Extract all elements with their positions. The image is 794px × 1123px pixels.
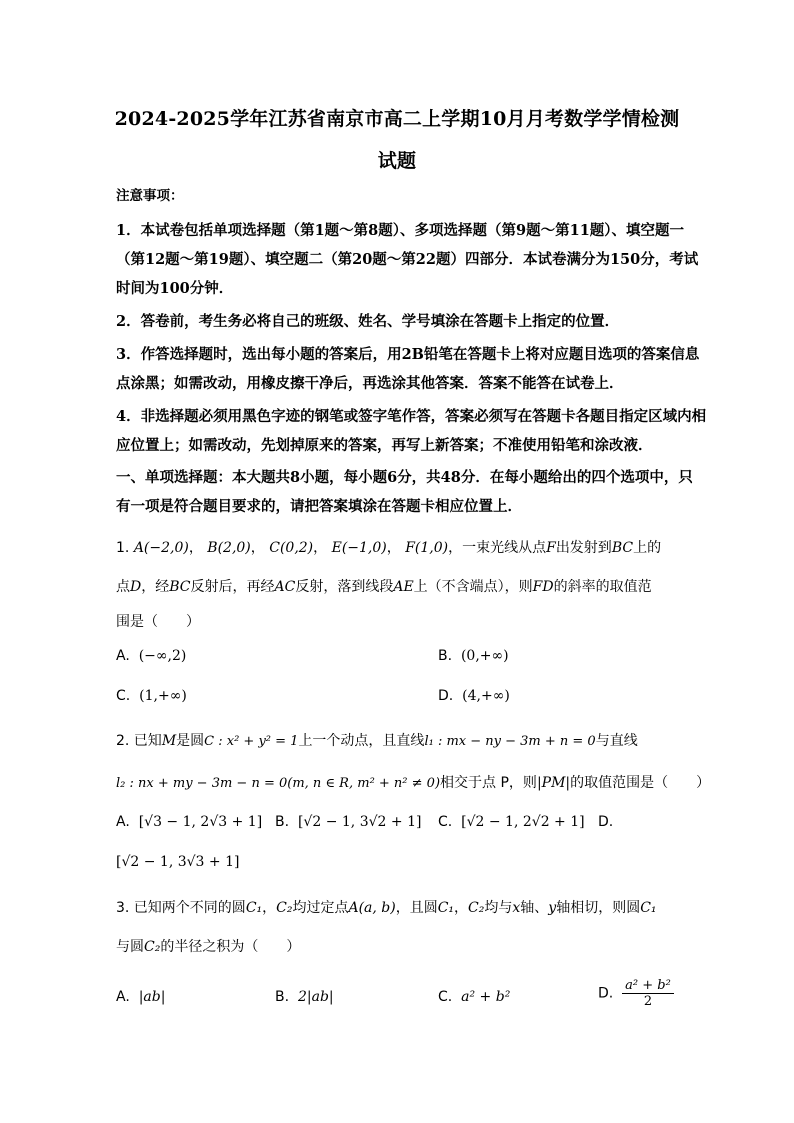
option-value: 2|ab| [297,989,334,1005]
q1-number: 1. [116,540,130,556]
q2-text: 上一个动点，且直线 [298,733,425,749]
q1-symbol: FD [532,579,554,595]
q3-text: 与圆 [116,939,144,955]
q1-option-c[interactable] [116,688,187,704]
q3-line1 [116,897,682,917]
notice-line: 1．本试卷包括单项选择题（第1题～第8题）、多项选择题（第9题～第11题）、填空题一 [116,222,685,239]
q1-symbol: BC [611,540,634,556]
q3-option-a[interactable] [116,989,165,1005]
q3-symbol: C₁ [437,900,455,916]
q2-option-d-label[interactable]: D. [598,814,614,830]
q3-option-b[interactable] [275,989,334,1005]
option-label: C. [438,989,453,1005]
q2-symbol: M [161,733,177,749]
option-value: (−∞,2) [138,648,187,664]
q1-symbol: D [130,579,142,595]
q2-text: 2. 已知 [116,733,162,749]
option-value: |ab| [138,989,166,1005]
q1-point-b: B(2,0) [207,540,251,556]
q1-point-a: A(−2,0) [133,540,189,556]
notice-line: 4．非选择题必须用黑色字迹的钢笔或签字笔作答，答案必须写在答题卡各题目指定区域内相 [116,408,707,425]
q1-symbol: F [546,540,556,556]
option-value: (1,+∞) [139,688,187,704]
option-value: [√2 − 1, 3√2 + 1] [297,814,422,830]
q3-symbol: A(a, b) [348,900,396,916]
q2-text: 相交于点 P，则 [440,775,537,791]
q1-line1: 1. A(−2,0)， B(2,0)， C(0,2)， E(−1,0)， F(1,0)，一束光线从点F出发射到BC上的 [116,540,662,556]
option-label: B. [275,814,290,830]
q3-text: 均过定点 [292,900,349,916]
q1-text: 上的 [633,540,662,556]
q1-text: 出发射到 [555,540,612,556]
option-value: [√3 − 1, 2√3 + 1] [138,814,263,830]
q2-option-a[interactable] [116,814,262,830]
q1-text: 反射，落到线段 [295,579,394,595]
notice-line: 应位置上；如需改动，先划掉原来的答案，再写上新答案；不准使用铅笔和涂改液． [116,437,653,454]
option-value: (4,+∞) [462,688,510,704]
q3-symbol: y [548,900,557,916]
q3-text: 轴相切，则圆 [556,900,641,916]
option-label: A. [116,989,130,1005]
q3-symbol: C₁ [640,900,657,916]
q2-option-d[interactable] [116,854,239,870]
q3-text: 的半径之积为（ ） [160,939,301,955]
notice-line: 2．答卷前，考生务必将自己的班级、姓名、学号填涂在答题卡上指定的位置． [116,313,620,330]
q3-option-d[interactable] [598,978,674,1009]
q1-text: ，经 [141,579,170,595]
option-label: C. [116,688,131,704]
q1-text: 上（不含端点），则 [413,579,533,595]
q2-line-l2: l₂ : nx + my − 3m − n = 0(m, n ∈ R, m² + n² ≠ 0) [116,776,441,791]
q3-symbol: C₂ [468,900,485,916]
option-label: D. [438,688,454,704]
section1-heading-line1: 一、单项选择题：本大题共8小题，每小题6分，共48分．在每小题给出的四个选项中，只 [116,469,693,486]
q3-text: ，且圆 [395,900,438,916]
q1-point-c: C(0,2) [269,540,314,556]
q2-text: 与直线 [595,733,638,749]
q1-option-d[interactable] [438,688,510,704]
q1-text: 反射后，再经 [190,579,275,595]
q1-symbol: AC [274,579,296,595]
q2-option-c[interactable] [438,814,585,830]
q2-line1 [116,730,682,750]
q1-point-f: F(1,0) [405,540,449,556]
q1-text: 点 [116,579,130,595]
q1-option-b[interactable] [438,648,509,664]
q1-text: 的斜率的取值范 [553,579,652,595]
notice-line: 时间为100分钟． [116,280,234,297]
q1-text: ，一束光线从点 [448,540,547,556]
q2-symbol: |PM| [536,775,571,791]
q2-text: 是圆 [176,733,205,749]
q3-symbol: x [512,900,521,916]
notice-line: （第12题～第19题）、填空题二（第20题～第22题）四部分．本试卷满分为150分，考试 [116,251,699,268]
q3-text: 均与 [484,900,513,916]
option-label: A. [116,814,130,830]
option-value: a² + b² [461,989,511,1005]
option-label: D. [598,985,614,1002]
q3-text: ， [454,900,469,916]
option-label: B. [438,648,453,664]
notice-line: 3．作答选择题时，选出每小题的答案后，用2B铅笔在答题卡上将对应题目选项的答案信息 [116,346,700,363]
option-label: A. [116,648,130,664]
q3-line2 [116,936,682,956]
notice-heading: 注意事项： [116,188,184,204]
option-value: [√2 − 1, 3√3 + 1] [116,854,240,870]
q2-circle-equation: C : x² + y² = 1 [204,734,299,749]
fraction [622,978,674,1009]
q3-symbol: C₂ [276,900,293,916]
q3-symbol: C₂ [144,939,161,955]
option-value: [√2 − 1, 2√2 + 1] [461,814,585,830]
q1-symbol: BC [169,579,191,595]
q2-line-l1: l₁ : mx − ny − 3m + n = 0 [424,734,596,749]
fraction-numerator: a² + b² [622,978,674,994]
q3-text: 3. 已知两个不同的圆 [116,900,246,916]
q3-text: 轴、 [520,900,549,916]
option-label: B. [275,989,290,1005]
q2-text: 的取值范围是（ ） [570,775,711,791]
q1-line2 [116,576,682,596]
fraction-denominator: 2 [643,994,653,1009]
q2-line2 [116,772,711,792]
section1-heading-line2: 有一项是符合题目要求的，请把答案填涂在答题卡相应位置上． [116,498,522,515]
option-label: C. [438,814,453,830]
q1-point-e: E(−1,0) [331,540,387,556]
q3-symbol: C₁ [245,900,263,916]
exam-title-line2: 试题 [377,150,417,172]
q2-option-b[interactable] [275,814,421,830]
exam-title-line1: 2024-2025学年江苏省南京市高二上学期10月月考数学学情检测 [114,108,680,130]
q1-line3: 围是（ ） [116,614,200,630]
q3-text: ， [262,900,277,916]
q3-option-c[interactable] [438,989,510,1005]
q1-symbol: AE [393,579,414,595]
q1-option-a[interactable] [116,648,186,664]
notice-line: 点涂黑；如需改动，用橡皮擦干净后，再选涂其他答案．答案不能答在试卷上． [116,375,624,392]
option-value: (0,+∞) [460,648,509,664]
